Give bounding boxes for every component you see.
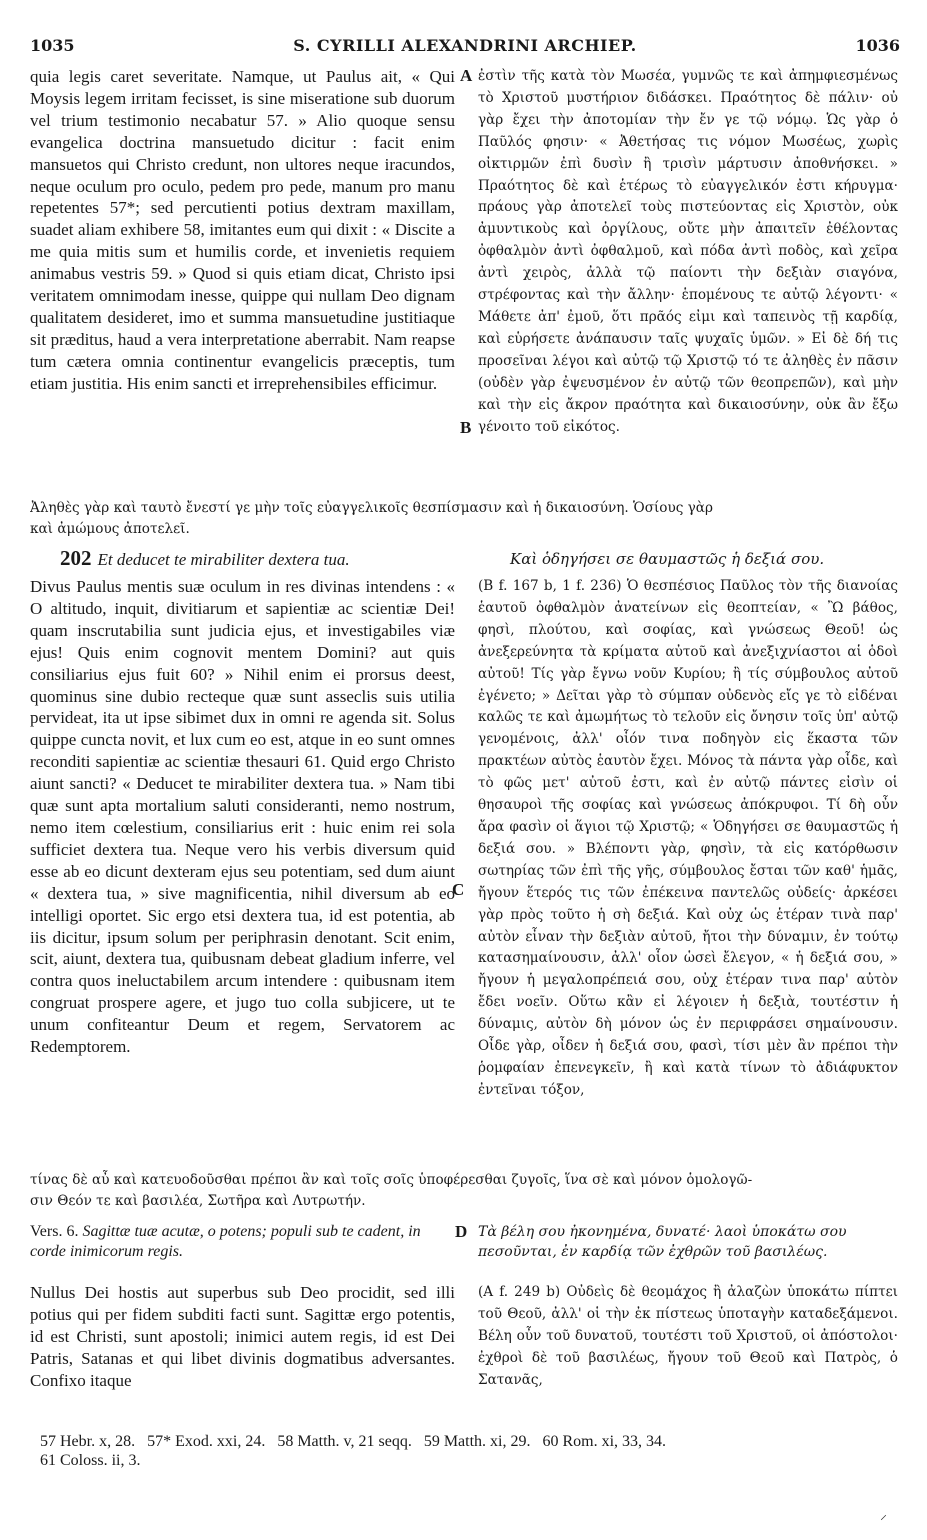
running-title: S. CYRILLI ALEXANDRINI ARCHIEP.: [293, 36, 637, 55]
greek-fullwidth-1-line2: καὶ ἀμώμους ἀποτελεῖ.: [30, 521, 190, 537]
greek-column-1: [478, 66, 898, 506]
latin-column-1: [30, 66, 455, 506]
greek-text-2: (B f. 167 b, 1 f. 236) Ὁ θεσπέσιος Παῦλος τὸν τῆς διανοίας ἑαυτοῦ ὀφθαλμὸν ἀνατείνων εἰς θεοπτείαν, « Ὢ βάθος, φησὶ, πλούτου, καὶ σοφίας, καὶ γνώσεως Θεοῦ! ὡς ἀνεξερεύνητα τὰ κρίματα αὐτοῦ καὶ ἀνεξιχνίαστοι αἱ ὁδοὶ αὐτοῦ! Τίς γὰρ ἔγνω νοῦν Κυρίου; ἢ τίς σύμβουλος αὐτοῦ ἐγένετο; » Δεῖται γὰρ τὸ σύμπαν οὐδενὸς εἴς γε τὸ εἰδέναι καλῶς τε καὶ ἀμωμήτως τὸ τελοῦν εἰς ὄνησιν τοῖς ὑπ' αὐτῷ γενομένοις, ἀλλ' οἷόν τινα ποδηγὸν εἰς ἕκαστα τῶν πρακτέων αὐτὸς ἑαυτὸν ἔχει. Μόνος τὰ πάντα γὰρ οἶδε, καὶ τὸ φῶς μετ' αὐτοῦ ἐστι, καὶ ἐν αὐτῷ πάντες εἰσὶν οἱ θησαυροὶ τῆς σοφίας καὶ γνώσεως ἀπόκρυφοι. Τί δὴ οὖν ἄρα φασὶν οἱ ἅγιοι τῷ Χριστῷ; « Ὁδηγήσει σε θαυμαστῶς ἡ δεξιά σου. » Βλέποντι γὰρ, φησὶν, τὰ εἰς κατόρθωσιν σωτηρίας τῶν ἐπὶ τῆς γῆς, σύμβουλος ἔσται τῶν καθ' ἡμᾶς, ἤγουν ἕτερός τις τῶν ἐπέκεινα παντελῶς οὐδείς· ἀρκέσει γὰρ πρὸς τοῦτο ἡ σὴ δεξιά. Καὶ οὐχ ὡς ἑτέραν τινὰ παρ' αὐτὸν εἶναν τὴν δεξιὰν αὐτοῦ, ἤτοι τὴν δύναμιν, ἐν τούτῳ κατασημαίνουσιν, ἀλλ' οἷον ὡσεὶ ἔλεγον, « ἡ δεξιά σου, » ἤγουν ἡ μεγαλοπρέπειά σου, οὐχ ἑτέραν τινα παρ' αὐτὸν ἔδει νοεῖν. Οὕτω κἂν εἰ λέγοιεν ἡ δεξιὰ, τουτέστιν ἡ δύναμις, αὐτὸν δὴ μόνον ὡς ἐν περιφράσει σημαίνουσιν. Οἶδε γὰρ, οἶδεν ἡ δεξιά σου, φασὶ, τίσι μὲν ἂν πρέποι τὴν ῥομφαίαν ἐπενεγκεῖν, ἢ καὶ κατὰ τίνων τὸ ἀδιάφυκτον ἐντεῖναι τόξον,: [478, 578, 898, 1098]
greek-fullwidth-2: [30, 1170, 900, 1214]
greek-column-3: [478, 1282, 898, 1432]
stray-mark: ⸝: [880, 1507, 887, 1523]
footnote-line-1: 57 Hebr. x, 28. 57* Exod. xxi, 24. 58 Matth. v, 21 seqq. 59 Matth. xi, 29. 60 Rom. xi, 33, 34.: [40, 1433, 667, 1450]
section-heading-greek: Καὶ ὁδηγήσει σε θαυμαστῶς ἡ δεξιά σου.: [510, 550, 825, 568]
verse-latin: [30, 1222, 450, 1262]
latin-column-2: [30, 576, 455, 1170]
greek-text-1: ἐστὶν τῆς κατὰ τὸν Μωσέα, γυμνῶς τε καὶ ἀπημφιεσμένως τὸ Χριστοῦ μυστήριον διδάσκει. Πραότητος δὲ πάλιν· οὐ γὰρ ἔχει τὴν ἀποτομίαν τὴν ἔν γε τῷ νόμῳ. Ὡς γὰρ ὁ Παῦλός φησιν· « Ἀθετήσας τις νόμον Μωσέως, χωρὶς οἰκτιρμῶν ἐπὶ δυσὶν ἢ τρισὶν μάρτυσιν ἀποθνήσκει. » Πραότητος δὲ καὶ ἑτέρως τὸ εὐαγγελικόν ἐστι κήρυγμα· πράους γὰρ ἀποτελεῖ τοὺς πιστεύοντας εἰς Χριστὸν, οὐκ ἀμυντικοὺς καὶ ὀργίλους, οὔτε μὴν ἀπαιτεῖν ἐθέλοντας ὀφθαλμὸν ἀντὶ ὀφθαλμοῦ, καὶ πόδα ἀντὶ ποδὸς, καὶ χεῖρα ἀντὶ χειρὸς, ἀλλὰ τῷ παίοντι τὴν δεξιὰν σιαγόνα, στρέφοντας καὶ τὴν ἄλλην· ἑπομένους τε αὐτῷ λέγοντι· « Μάθετε ἀπ' ἐμοῦ, ὅτι πρᾶός εἰμι καὶ ταπεινὸς τῇ καρδίᾳ, καὶ εὑρήσετε ἀνάπαυσιν ταῖς ψυχαῖς ὑμῶν. » Εἰ δὲ δή τις προσεῖναι λέγοι καὶ αὐτῷ τῷ Χριστῷ τό τε ἀληθὲς ἐν πᾶσιν (οὐδὲν γὰρ ἐψευσμένον ἐν αὐτῷ τῶν θεοπρεπῶν), καὶ μὴν καὶ τὴν εἰς ἄκρον πραότητα καὶ δικαιοσύνην, οὐκ ἂν ἔξω γένοιτο τοῦ εἰκότος.: [478, 68, 898, 435]
greek-column-2: [478, 576, 898, 1170]
marker-a: A: [460, 66, 473, 85]
section-number: 202: [60, 546, 92, 570]
marker-b: B: [460, 418, 472, 437]
page-header: [30, 36, 900, 64]
greek-fullwidth-1: [30, 498, 900, 542]
greek-fullwidth-2-line2: σιν Θεόν τε καὶ βασιλέα, Σωτῆρα καὶ Λυτρωτήν.: [30, 1193, 366, 1209]
verse-label: Vers. 6.: [30, 1223, 79, 1240]
verse-latin-text: Sagittæ tuæ acutæ, o potens; populi sub te cadent, in corde inimicorum regis.: [30, 1223, 421, 1260]
page-number-right: 1036: [855, 36, 900, 55]
latin-text-1: quia legis caret severitate. Namque, ut Paulus ait, « Qui Moysis legem irritam fecisset, is sine miseratione sub duorum vel trium testimonio necabatur 57. » Alio quoque sensu evangelica doctrina mansuetudo dicitur : facit enim mansuetos qui Christo credunt, non ultores neque iracundos, neque oculum pro oculo, pedem pro pede, manum pro manu repetentes 57*; sed percutienti potius dextram maxillam, suadet aliam exhibere 58, imitantes eum qui dixit : « Discite a me quia mitis sum et humilis corde, et invenietis requiem animabus vestris 59. » Quod si quis etiam dicat, Christo ipsi veritatem omnimodam inesse, quippe qui nullam Deo dignam qualitatem desideret, imo et summa mansuetudine justitiaque sit præditus, haud a vera interpretatione aberrabit. Nam reapse tum cætera omnia continentur evangelicis præceptis, tum etiam justitia. His enim sancti et irreprehensibiles efficimur.: [30, 67, 455, 393]
section-heading-latin: [60, 546, 350, 571]
greek-text-3: (A f. 249 b) Οὐδεὶς δὲ θεομάχος ἢ ἀλαζὼν ὑποκάτω πίπτει τοῦ Θεοῦ, ἀλλ' οἱ τὴν ἐκ πίστεως ὑποταγὴν καταδεξάμενοι. Βέλη οὖν τοῦ δυνατοῦ, τουτέστι τοῦ Χριστοῦ, οἱ ἀπόστολοι· ἐχθροὶ δὲ τοῦ βασιλέως, ἤγουν τοῦ Θεοῦ καὶ Πατρὸς, ὁ Σατανᾶς,: [478, 1284, 898, 1388]
section-heading-latin-text: Et deducet te mirabiliter dextera tua.: [97, 550, 350, 569]
latin-text-2: Divus Paulus mentis suæ oculum in res divinas intendens : « O altitudo, inquit, divitiarum et sapientiæ ac scientiæ Dei! quam inscrutabilia sunt judicia ejus, et investigabiles viæ ejus! Quis enim cognovit mentem Domini? aut quis consiliarius ejus fuit 60? » Nihil enim ei prorsus deest, quominus sine dubio recteque quæ sunt asseclis suis utilia pervideat, ita ut ipse sibimet dux in omni re agenda sit. Solus quippe cuncta novit, et lux cum eo est, atque in eo sunt omnes reconditi sapientiæ ac scientiæ thesauri 61. Quid ergo Christo aiunt sancti? « Deducet te mirabiliter dextera tua. » Nam tibi quæ sunt apta mortalium saluti consideranti, nemo nostrum, nemo item cœlestium, consiliarius erit : huic enim rei sola sufficiet dextera tua. Neque vero his verbis diversum quid esse ab eo dicunt dexteram ejus seu potentiam, sed dum aiunt « dextera tua, » sive magnificentia, nihil diversum ab eo intelligi oportet. Sic ergo etsi dextera tua, id est potentia, ab iis dicitur, ipsum solum per periphrasin denotant. Scit enim, scit, aiunt, dextera tua, quibusnam debeat gladium inferre, vel contra quos ineluctabilem arcum intendere : quibusnam item congruat prospere agere, et jugo tuo colla subjicere, ut te unum confiteantur Deum et regem, Servatorem ac Redemptorem.: [30, 577, 455, 1057]
footnote-line-2: 61 Coloss. ii, 3.: [40, 1452, 141, 1469]
greek-fullwidth-1-line1: Ἀληθὲς γὰρ καὶ ταυτὸ ἔνεστί γε μὴν τοῖς εὐαγγελικοῖς θεσπίσμασιν καὶ ἡ δικαιοσύνη. Ὁσίους γὰρ: [30, 500, 713, 516]
latin-text-3: Nullus Dei hostis aut superbus sub Deo procidit, sed illi potius qui per fidem subditi facti sunt. Sagittæ ergo potentis, id est Christi, sunt apostoli; inimici autem regis, id est Dei Patris, Satanas et qui libet divinis dogmatibus adversantes. Confixo itaque: [30, 1283, 455, 1390]
verse-greek: Τὰ βέλη σου ἠκονημένα, δυνατέ· λαοὶ ὑποκάτω σου πεσοῦνται, ἐν καρδίᾳ τῶν ἐχθρῶν τοῦ βασιλέως.: [478, 1224, 847, 1260]
footnotes: [40, 1432, 900, 1470]
marker-c: C: [452, 880, 465, 899]
latin-column-3: [30, 1282, 455, 1432]
marker-d: D: [455, 1222, 468, 1241]
greek-fullwidth-2-line1: τίνας δὲ αὖ καὶ κατευοδοῦσθαι πρέποι ἂν καὶ τοῖς σοῖς ὑποφέρεσθαι ζυγοῖς, ἵνα σὲ καὶ μόνον ὁμολογῶ-: [30, 1172, 753, 1188]
page-number-left: 1035: [30, 36, 75, 55]
